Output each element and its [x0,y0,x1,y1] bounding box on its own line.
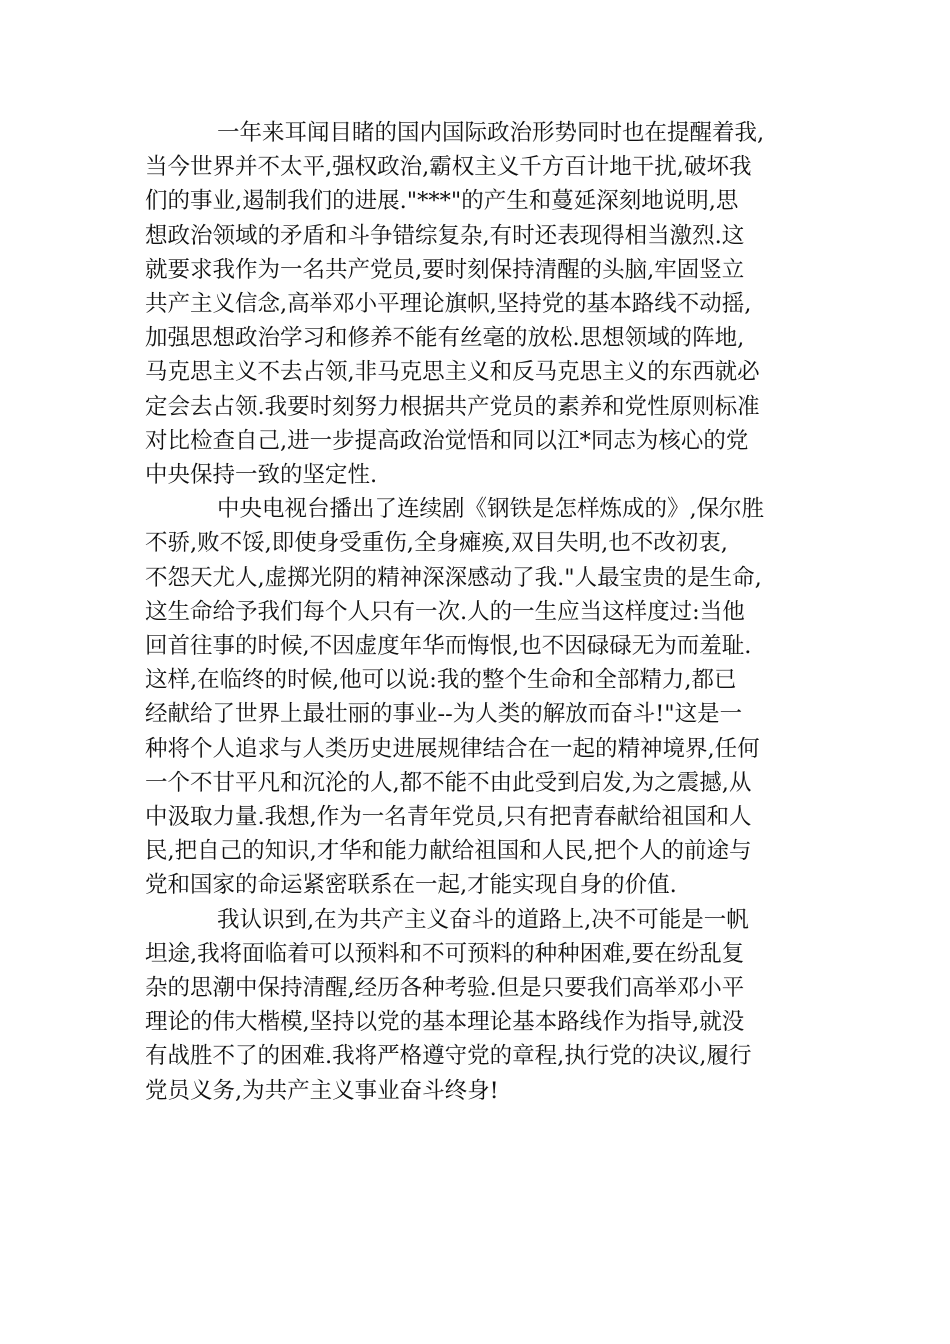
paragraph-2 [145,492,815,902]
paragraph-line: 这样,在临终的时候,他可以说:我的整个生命和全部精力,都已 [145,667,737,694]
paragraph-line: 我认识到,在为共产主义奋斗的道路上,决不可能是一帆 [217,906,749,933]
paragraph-line: 们的事业,遏制我们的进展."***"的产生和蔓延深刻地说明,思 [145,188,739,215]
document-body [145,116,815,1108]
paragraph-1 [145,116,815,492]
paragraph-line: 当今世界并不太平,强权政治,霸权主义千方百计地干扰,破坏我 [145,154,752,181]
paragraph-line: 一个不甘平凡和沉沦的人,都不能不由此受到启发,为之震撼,从 [145,769,752,796]
paragraph-line: 民,把自己的知识,才华和能力献给祖国和人民,把个人的前途与 [145,838,752,865]
paragraph-line: 这生命给予我们每个人只有一次.人的一生应当这样度过:当他 [145,598,745,625]
paragraph-line: 有战胜不了的困难.我将严格遵守党的章程,执行党的决议,履行 [145,1043,752,1070]
paragraph-line: 党和国家的命运紧密联系在一起,才能实现自身的价值. [145,872,677,899]
paragraph-line: 中央电视台播出了连续剧《钢铁是怎样炼成的》,保尔胜 [217,496,765,523]
paragraph-line: 党员义务,为共产主义事业奋斗终身! [145,1077,499,1104]
paragraph-line: 就要求我作为一名共产党员,要时刻保持清醒的头脑,牢固竖立 [145,256,745,283]
paragraph-line: 对比检查自己,进一步提高政治觉悟和同以江*同志为核心的党 [145,427,749,454]
paragraph-line: 回首往事的时候,不因虚度年华而悔恨,也不因碌碌无为而羞耻. [145,633,752,660]
paragraph-line: 杂的思潮中保持清醒,经历各种考验.但是只要我们高举邓小平 [145,975,745,1002]
paragraph-line: 加强思想政治学习和修养不能有丝毫的放松.思想领域的阵地, [145,325,745,352]
paragraph-3 [145,903,815,1108]
paragraph-line: 共产主义信念,高举邓小平理论旗帜,坚持党的基本路线不动摇, [145,291,752,318]
paragraph-line: 坦途,我将面临着可以预料和不可预料的种种困难,要在纷乱复 [145,940,745,967]
paragraph-line: 一年来耳闻目睹的国内国际政治形势同时也在提醒着我, [217,120,765,146]
paragraph-line: 中央保持一致的坚定性. [145,462,378,489]
paragraph-line: 理论的伟大楷模,坚持以党的基本理论基本路线作为指导,就没 [145,1009,745,1036]
paragraph-line: 经献给了世界上最壮丽的事业--为人类的解放而奋斗!"这是一 [145,701,743,728]
paragraph-line: 定会去占领.我要时刻努力根据共产党员的素养和党性原则标准 [145,393,760,420]
paragraph-line: 想政治领域的矛盾和斗争错综复杂,有时还表现得相当激烈.这 [145,222,745,249]
paragraph-line: 中汲取力量.我想,作为一名青年党员,只有把青春献给祖国和人 [145,804,752,831]
paragraph-line: 马克思主义不去占领,非马克思主义和反马克思主义的东西就必 [145,359,760,386]
paragraph-line: 不骄,败不馁,即使身受重伤,全身瘫痪,双目失明,也不改初衷, [145,530,728,557]
paragraph-line: 种将个人追求与人类历史进展规律结合在一起的精神境界,任何 [145,735,760,762]
paragraph-line: 不怨天尤人,虚掷光阴的精神深深感动了我."人最宝贵的是生命, [145,564,762,591]
